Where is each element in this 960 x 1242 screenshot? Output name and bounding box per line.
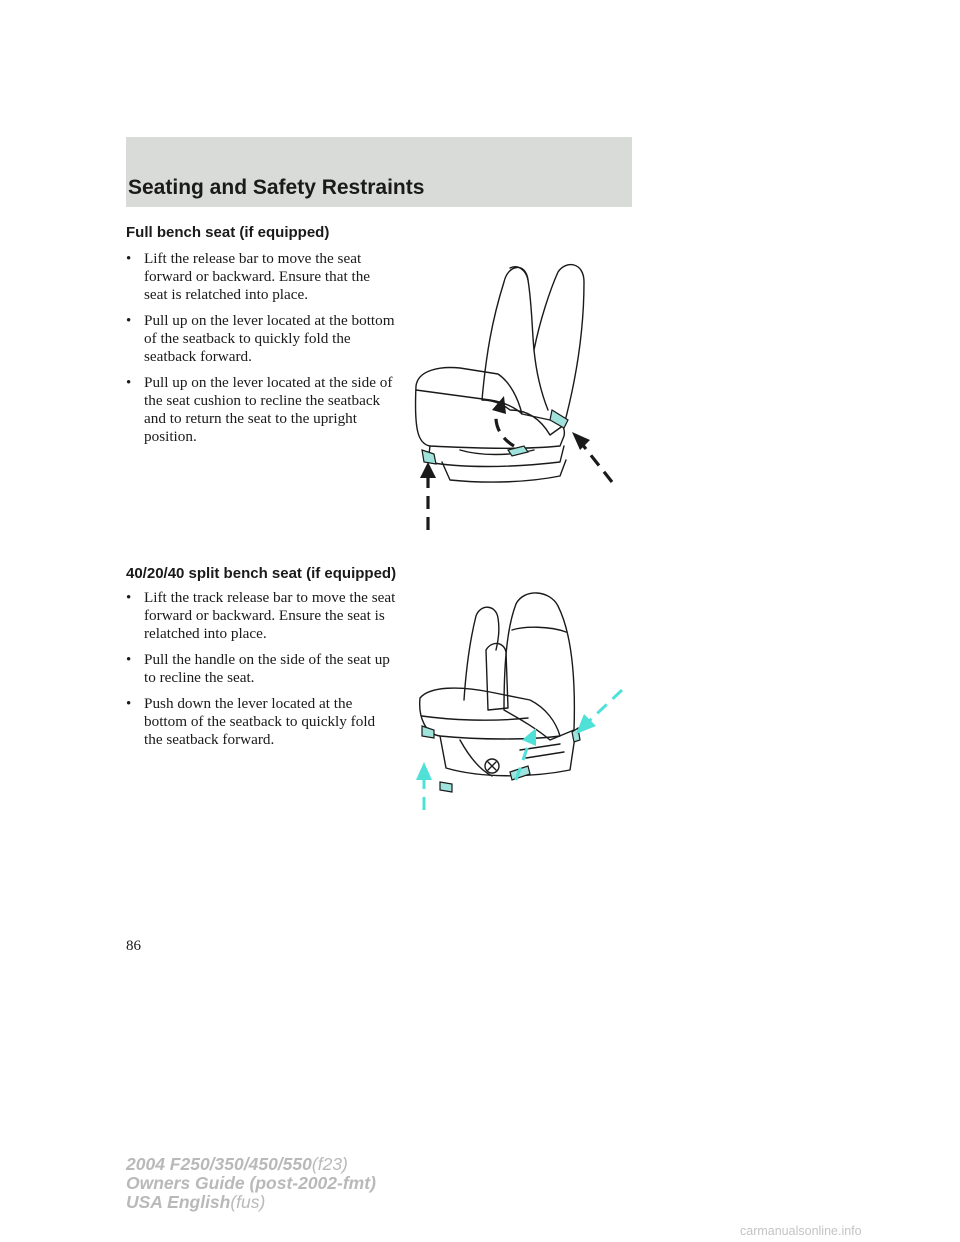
section-heading-split-bench: 40/20/40 split bench seat (if equipped) xyxy=(126,565,397,582)
split-bench-seat-illustration xyxy=(400,590,630,815)
list-item xyxy=(126,589,396,643)
page-title: Seating and Safety Restraints xyxy=(128,176,425,199)
list-item xyxy=(126,651,396,687)
list-item xyxy=(126,250,396,304)
bullet-text: Push down the lever located at the bottom of the seatback to quickly fold the seatback forward. xyxy=(144,695,376,748)
bullet-text: Lift the release bar to move the seat forward or backward. Ensure that the seat is relatched into place. xyxy=(144,250,371,303)
footer-line-model: 2004 F250/350/450/550(f23) xyxy=(126,1154,348,1174)
bullet-text: Pull the handle on the side of the seat up to recline the seat. xyxy=(144,651,390,686)
watermark-link[interactable]: carmanualsonline.info xyxy=(740,1224,862,1238)
document-footer xyxy=(126,1155,376,1212)
footer-line-language: USA English(fus) xyxy=(126,1192,266,1212)
bullet-glyph: • xyxy=(126,313,132,329)
bullet-text: Lift the track release bar to move the seat forward or backward. Ensure the seat is relatched into place. xyxy=(144,589,396,642)
bullet-glyph: • xyxy=(126,652,132,668)
bullet-text: Pull up on the lever located at the side of the seat cushion to recline the seatback and to return the seat to the upright position. xyxy=(144,374,393,445)
bullet-text: Pull up on the lever located at the bottom of the seatback to quickly fold the seatback forward. xyxy=(144,312,395,365)
list-item xyxy=(126,374,396,446)
list-item xyxy=(126,695,396,749)
bullet-glyph: • xyxy=(126,375,132,391)
list-item xyxy=(126,312,396,366)
section-heading-full-bench: Full bench seat (if equipped) xyxy=(126,224,330,241)
bullet-glyph: • xyxy=(126,590,132,606)
full-bench-bullet-list xyxy=(126,250,396,454)
page-number: 86 xyxy=(126,938,141,954)
bullet-glyph: • xyxy=(126,696,132,712)
footer-line-guide: Owners Guide (post-2002-fmt) xyxy=(126,1173,376,1193)
full-bench-seat-illustration xyxy=(400,250,630,540)
split-bench-bullet-list xyxy=(126,589,396,757)
bullet-glyph: • xyxy=(126,251,132,267)
